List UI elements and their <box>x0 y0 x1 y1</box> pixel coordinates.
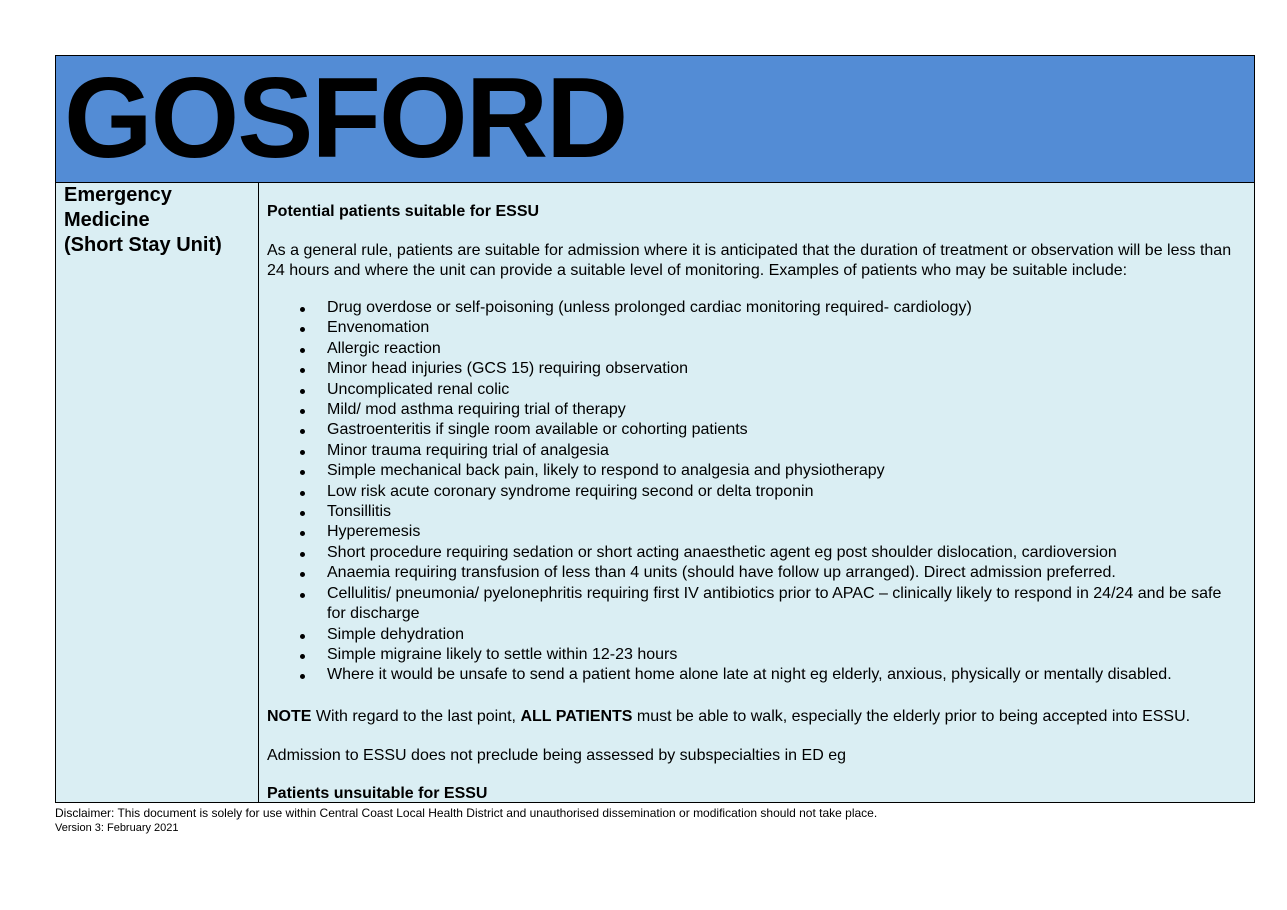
bullet-icon <box>300 307 305 312</box>
list-item-text: Hyperemesis <box>327 523 421 541</box>
bullet-icon <box>300 327 305 332</box>
table-body-row <box>56 183 1254 802</box>
note-paragraph <box>267 707 1244 727</box>
list-item-text: Simple migraine likely to settle within 12-23 hours <box>327 645 678 663</box>
note-text-1: With regard to the last point, <box>311 708 521 725</box>
list-item-text: Where it would be unsafe to send a patient home alone late at night eg elderly, anxious, physically or mentally disabled. <box>327 666 1172 684</box>
bullet-icon <box>300 409 305 414</box>
unsuitable-heading: Patients unsuitable for ESSU <box>267 785 488 802</box>
bullet-icon <box>300 531 305 536</box>
note-text-2: must be able to walk, especially the elderly prior to being accepted into ESSU. <box>632 708 1191 725</box>
list-item <box>267 400 1240 420</box>
list-item-text: Simple mechanical back pain, likely to respond to analgesia and physiotherapy <box>327 462 885 480</box>
unit-name-line-1: Emergency <box>64 184 172 206</box>
list-item <box>267 665 1240 685</box>
bullet-icon <box>300 654 305 659</box>
bullet-icon <box>300 552 305 557</box>
bullet-icon <box>300 634 305 639</box>
list-item <box>267 461 1240 481</box>
bullet-icon <box>300 491 305 496</box>
bullet-icon <box>300 368 305 373</box>
bullet-icon <box>300 572 305 577</box>
list-item-text: Simple dehydration <box>327 625 464 643</box>
intro-paragraph: As a general rule, patients are suitable for admission where it is anticipated that the duration of treatment or observation will be less than 24 hours and where the unit can provide a suitable level of monitoring. Examples of patients who may be suitable include: <box>267 242 1232 279</box>
list-item-text: Allergic reaction <box>327 339 441 357</box>
list-item-text: Low risk acute coronary syndrome requiring second or delta troponin <box>327 482 814 500</box>
list-item <box>267 563 1240 583</box>
list-item <box>267 502 1240 522</box>
bullet-icon <box>300 674 305 679</box>
bullet-icon <box>300 429 305 434</box>
list-item-text: Short procedure requiring sedation or short acting anaesthetic agent eg post shoulder dislocation, cardioversion <box>327 543 1117 561</box>
list-item <box>267 339 1240 359</box>
list-item <box>267 625 1240 645</box>
bullet-icon <box>300 511 305 516</box>
bullet-icon <box>300 470 305 475</box>
list-item-text: Gastroenteritis if single room available or cohorting patients <box>327 421 748 439</box>
list-item-text: Cellulitis/ pneumonia/ pyelonephritis requiring first IV antibiotics prior to APAC – clinically likely to respond in 24/24 and be safe for discharge <box>327 584 1222 623</box>
list-item <box>267 543 1240 563</box>
list-item-text: Minor trauma requiring trial of analgesia <box>327 441 609 459</box>
list-item <box>267 645 1240 665</box>
unit-cell <box>56 183 259 802</box>
page-title: GOSFORD <box>64 55 627 182</box>
bullet-icon <box>300 389 305 394</box>
list-item-text: Envenomation <box>327 319 430 337</box>
list-item <box>267 420 1240 440</box>
list-item <box>267 318 1240 338</box>
list-item-text: Drug overdose or self-poisoning (unless prolonged cardiac monitoring required- cardiology) <box>327 299 972 316</box>
header-banner <box>56 56 1254 183</box>
note-label: NOTE <box>267 708 312 725</box>
suitable-list <box>267 298 1240 686</box>
admission-paragraph: Admission to ESSU does not preclude being assessed by subspecialties in ED eg <box>267 747 846 764</box>
content-cell <box>259 183 1254 802</box>
list-item-text: Tonsillitis <box>327 503 392 521</box>
note-emphasis: ALL PATIENTS <box>520 708 633 725</box>
list-item-text: Mild/ mod asthma requiring trial of therapy <box>327 401 626 419</box>
list-item <box>267 522 1240 542</box>
disclaimer-text: Disclaimer: This document is solely for use within Central Coast Local Health District and unauthorised dissemination or modification should not take place. <box>55 806 878 820</box>
version-text: Version 3: February 2021 <box>55 822 179 834</box>
unit-name <box>56 183 258 258</box>
list-item <box>267 584 1240 625</box>
list-item <box>267 482 1240 502</box>
unit-name-line-2: Medicine <box>64 209 150 231</box>
unit-name-line-3: (Short Stay Unit) <box>64 234 222 256</box>
bullet-icon <box>300 348 305 353</box>
list-item <box>267 380 1240 400</box>
bullet-icon <box>300 450 305 455</box>
list-item-text: Anaemia requiring transfusion of less than 4 units (should have follow up arranged). Direct admission preferred. <box>327 564 1116 582</box>
list-item-text: Uncomplicated renal colic <box>327 380 510 398</box>
list-item <box>267 359 1240 379</box>
protocol-table <box>55 55 1255 803</box>
list-item <box>267 441 1240 461</box>
bullet-icon <box>300 593 305 598</box>
suitable-heading: Potential patients suitable for ESSU <box>267 203 540 220</box>
list-item <box>267 298 1240 318</box>
list-item-text: Minor head injuries (GCS 15) requiring observation <box>327 360 689 378</box>
